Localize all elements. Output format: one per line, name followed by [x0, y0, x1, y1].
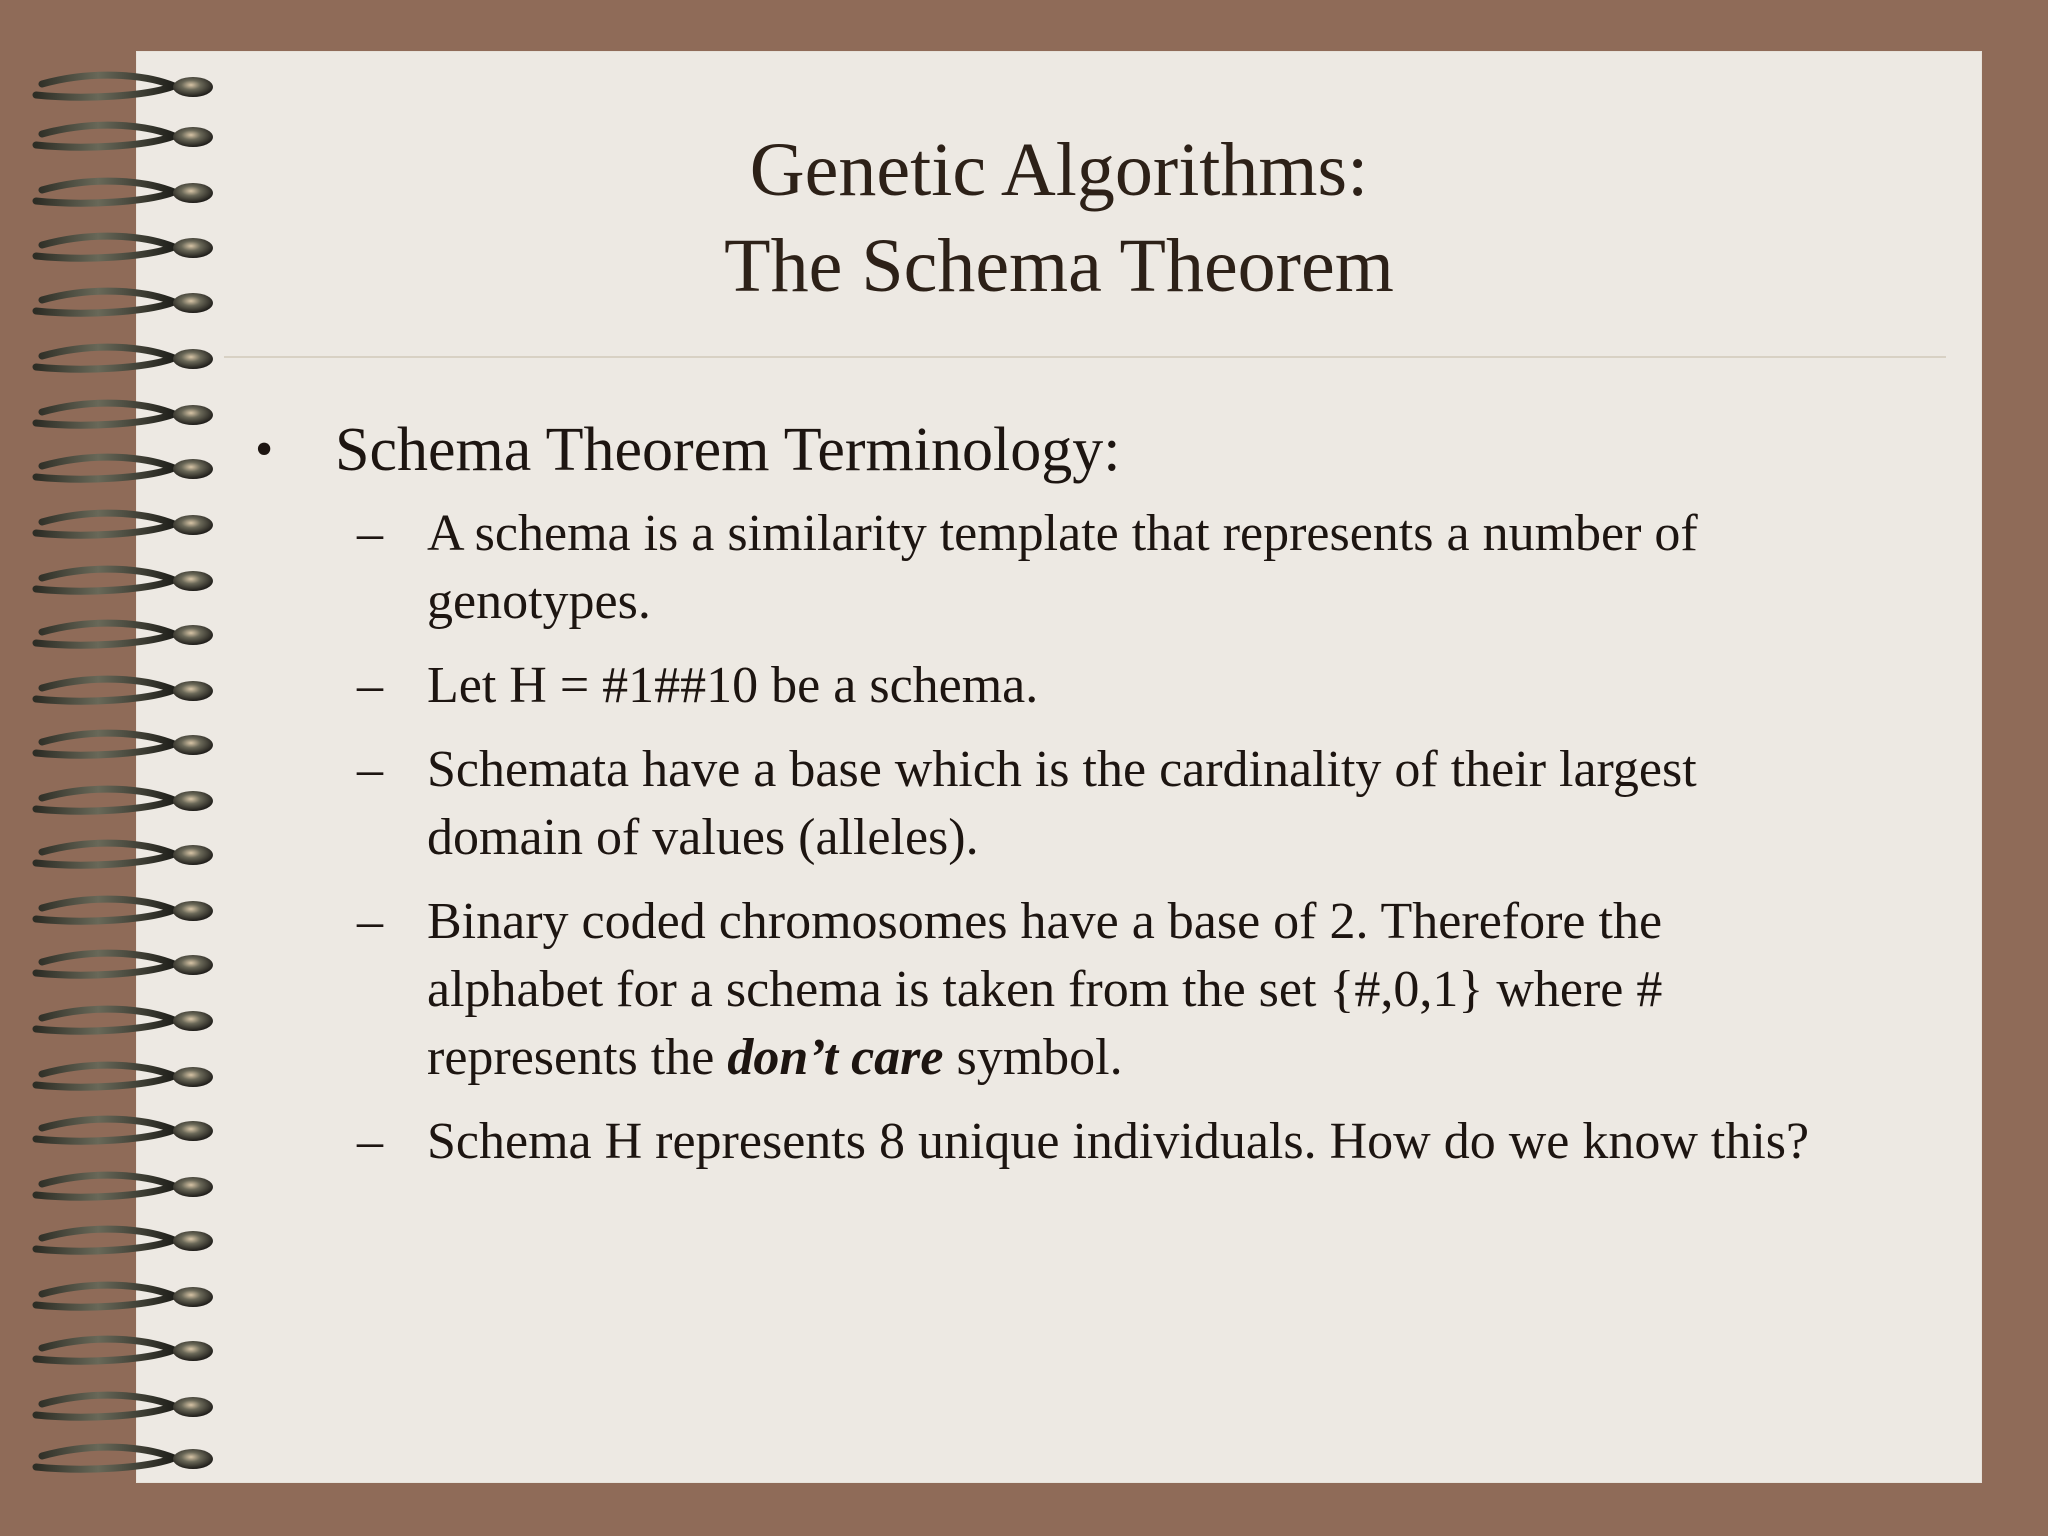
- slide-title: [136, 122, 1982, 314]
- sub-bullet-text: Schema H represents 8 unique individuals. How do we know this?: [427, 1113, 1810, 1170]
- sub-bullet-text-before-emphasis: Binary coded chromosomes have a base of 2. Therefore the alphabet for a schema is taken from the set {#,0,1} where # represents the: [427, 893, 1663, 1086]
- sub-bullet-item: [357, 888, 1849, 1092]
- sub-bullet-item: [357, 652, 1849, 720]
- title-line-1: Genetic Algorithms:: [749, 128, 1369, 212]
- main-bullet-text: Schema Theorem Terminology:: [335, 416, 1121, 484]
- title-line-2: The Schema Theorem: [724, 224, 1394, 308]
- dash-icon: –: [357, 505, 383, 562]
- dont-care-emphasis: don’t care: [727, 1029, 944, 1086]
- sub-bullet-text: A schema is a similarity template that represents a number of genotypes.: [427, 505, 1698, 630]
- sub-bullet-item: [357, 1108, 1849, 1176]
- main-bullet: [255, 410, 1875, 490]
- sub-bullet-text: Schemata have a base which is the cardinality of their largest domain of values (alleles).: [427, 741, 1697, 866]
- slide-content: [255, 410, 1875, 1192]
- dash-icon: –: [357, 657, 383, 714]
- sub-bullet-text: [427, 888, 1847, 1092]
- dash-icon: –: [357, 1113, 383, 1170]
- sub-bullet-text-after-emphasis: symbol.: [943, 1029, 1123, 1086]
- sub-bullet-item: [357, 500, 1849, 636]
- dash-icon: –: [357, 893, 383, 950]
- sub-bullet-list: [357, 500, 1849, 1176]
- sub-bullet-text: Let H = #1##10 be a schema.: [427, 657, 1039, 714]
- title-divider: [224, 356, 1946, 358]
- dash-icon: –: [357, 741, 383, 798]
- bullet-icon: •: [255, 421, 274, 478]
- sub-bullet-item: [357, 736, 1849, 872]
